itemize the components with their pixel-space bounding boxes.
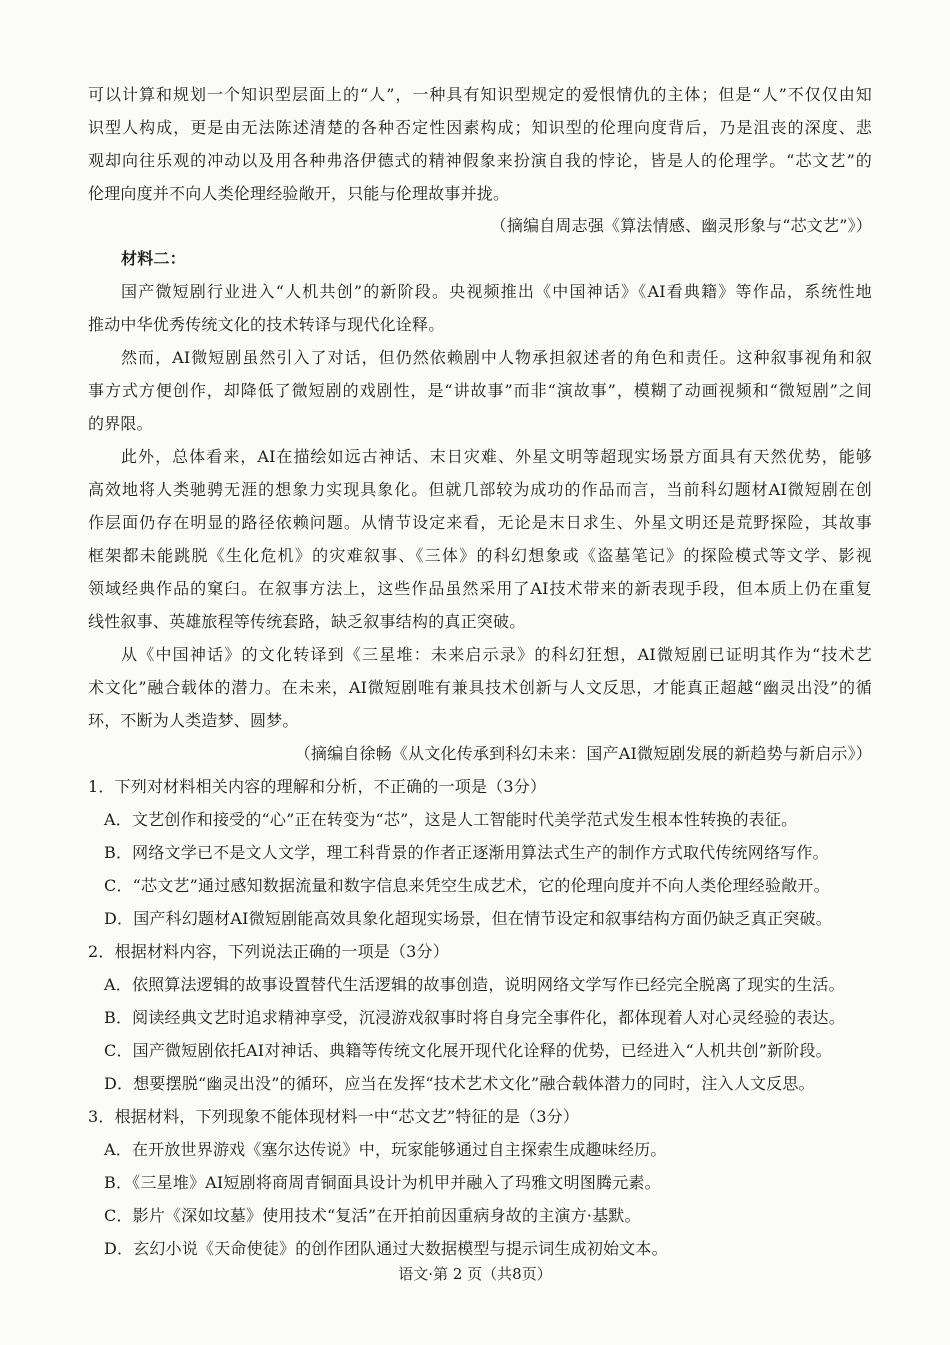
text-line: 国产微短剧行业进入“人机共创”的新阶段。央视频推出《中国神话》《AI看典籍》等作品，系统性地: [121, 282, 872, 301]
answer-option: D．玄幻小说《天命使徒》的创作团队通过大数据模型与提示词生成初始文本。: [104, 1239, 668, 1258]
text-line: 作层面仍存在明显的路径依赖问题。从情节设定来看，无论是末日求生、外星文明还是荒野探险，其故事: [88, 513, 872, 532]
text-line: 的界限。: [88, 414, 153, 433]
text-line: 然而，AI微短剧虽然引入了对话，但仍然依赖剧中人物承担叙述者的角色和责任。这种叙事视角和叙: [121, 348, 872, 367]
answer-option: A．依照算法逻辑的故事设置替代生活逻辑的故事创造，说明网络文学写作已经完全脱离了现实的生活。: [104, 975, 845, 994]
text-line: 伦理向度并不向人类伦理经验敞开，只能与伦理故事并拢。: [88, 184, 510, 203]
question-stem: 2．根据材料内容，下列说法正确的一项是（3分）: [88, 942, 449, 961]
text-line: 事方式方便创作，却降低了微短剧的戏剧性，是“讲故事”而非“演故事”，模糊了动画视频和“微短剧”之间: [88, 381, 872, 400]
text-line: 识型人构成，更是由无法陈述清楚的各种否定性因素构成；知识型的伦理向度背后，乃是沮丧的深度、悲: [88, 118, 872, 137]
question-stem: 3．根据材料，下列现象不能体现材料一中“芯文艺”特征的是（3分）: [88, 1107, 580, 1126]
text-line: 领域经典作品的窠臼。在叙事方法上，这些作品虽然采用了AI技术带来的新表现手段，但本质上仍在重复: [88, 579, 872, 598]
source-citation: （摘编自徐畅《从文化传承到科幻未来：国产AI微短剧发展的新趋势与新启示》）: [294, 744, 872, 763]
text-line: 从《中国神话》的文化转译到《三星堆：未来启示录》的科幻狂想，AI微短剧已证明其作为“技术艺: [121, 645, 872, 664]
text-line: 线性叙事、英雄旅程等传统套路，缺乏叙事结构的真正突破。: [88, 612, 526, 631]
answer-option: D．想要摆脱“幽灵出没”的循环，应当在发挥“技术艺术文化”融合载体潜力的同时，注入人文反思。: [104, 1074, 815, 1093]
text-line: 框架都未能跳脱《生化危机》的灾难叙事、《三体》的科幻想象或《盗墓笔记》的探险模式等文学、影视: [88, 546, 872, 565]
text-line: 可以计算和规划一个知识型层面上的“人”，一种具有知识型规定的爱恨情仇的主体；但是“人”不仅仅由知: [88, 85, 872, 104]
question-stem: 1．下列对材料相关内容的理解和分析，不正确的一项是（3分）: [88, 777, 547, 796]
answer-option: A．文艺创作和接受的“心”正在转变为“芯”，这是人工智能时代美学范式发生根本性转换的表征。: [104, 810, 798, 829]
text-line: 环，不断为人类造梦、圆梦。: [88, 711, 299, 730]
page-footer: 语文·第 2 页（共8页）: [398, 1265, 552, 1283]
source-citation: （摘编自周志强《算法情感、幽灵形象与“芯文艺”》）: [490, 216, 872, 235]
text-line: 推动中华优秀传统文化的技术转译与现代化诠释。: [88, 315, 445, 334]
text-line: 观却向往乐观的冲动以及用各种弗洛伊德式的精神假象来扮演自我的悖论，皆是人的伦理学。“芯文艺”的: [88, 151, 872, 170]
answer-option: B．《三星堆》AI短剧将商周青铜面具设计为机甲并融入了玛雅文明图腾元素。: [104, 1173, 661, 1192]
answer-option: A．在开放世界游戏《塞尔达传说》中，玩家能够通过自主探索生成趣味经历。: [104, 1140, 667, 1159]
text-line: 高效地将人类驰骋无涯的想象力实现具象化。但就几部较为成功的作品而言，当前科幻题材AI微短剧在创: [88, 480, 872, 499]
section-heading: 材料二：: [121, 249, 186, 268]
answer-option: B．网络文学已不是文人文学，理工科背景的作者正逐渐用算法式生产的制作方式取代传统网络写作。: [104, 843, 829, 862]
answer-option: C．“芯文艺”通过感知数据流量和数字信息来凭空生成艺术，它的伦理向度并不向人类伦理经验敞开。: [104, 876, 830, 895]
text-line: 此外，总体看来，AI在描绘如远古神话、末日灾难、外星文明等超现实场景方面具有天然优势，能够: [121, 447, 872, 466]
answer-option: C．影片《深如坟墓》使用技术“复活”在开拍前因重病身故的主演方·基默。: [104, 1206, 641, 1225]
answer-option: B．阅读经典文艺时追求精神享受，沉浸游戏叙事时将自身完全事件化，都体现着人对心灵经验的表达。: [104, 1008, 845, 1027]
answer-option: C．国产微短剧依托AI对神话、典籍等传统文化展开现代化诠释的优势，已经进入“人机共创”新阶段。: [104, 1041, 832, 1060]
answer-option: D．国产科幻题材AI微短剧能高效具象化超现实场景，但在情节设定和叙事结构方面仍缺乏真正突破。: [104, 909, 832, 928]
text-line: 术文化”融合载体的潜力。在未来，AI微短剧唯有兼具技术创新与人文反思，才能真正超越“幽灵出没”的循: [88, 678, 872, 697]
